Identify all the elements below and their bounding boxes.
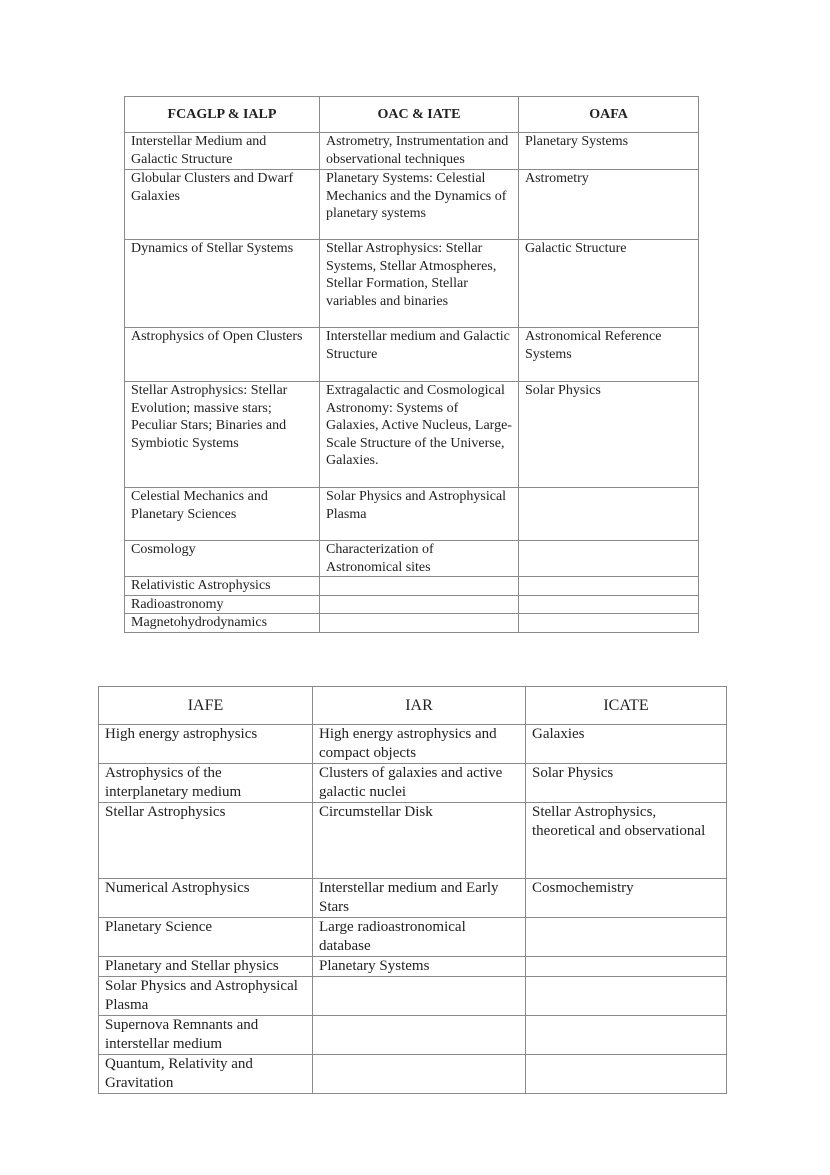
table-row — [125, 382, 699, 488]
table-cell: Stellar Astrophysics, theoretical and observational — [526, 803, 727, 879]
table-row — [125, 170, 699, 240]
table-cell: Stellar Astrophysics — [99, 803, 313, 879]
table-cell: Planetary Systems — [313, 957, 526, 977]
table-cell: Circumstellar Disk — [313, 803, 526, 879]
table-cell: Cosmology — [125, 541, 320, 577]
table-cell: Solar Physics and Astrophysical Plasma — [320, 488, 519, 541]
column-header: OAC & IATE — [320, 97, 519, 133]
table-cell: Relativistic Astrophysics — [125, 577, 320, 596]
research-areas-table-1 — [124, 96, 699, 633]
table-cell: High energy astrophysics and compact objects — [313, 725, 526, 764]
table-cell — [519, 488, 699, 541]
table-row — [125, 541, 699, 577]
table-cell: Extragalactic and Cosmological Astronomy: Systems of Galaxies, Active Nucleus, Large-Scale Structure of the Universe, Galaxies. — [320, 382, 519, 488]
research-areas-table-2 — [98, 686, 727, 1094]
table-cell: Quantum, Relativity and Gravitation — [99, 1055, 313, 1094]
table-cell: Planetary Science — [99, 918, 313, 957]
table-cell — [313, 1055, 526, 1094]
table-cell: Astronomical Reference Systems — [519, 328, 699, 382]
table-cell — [519, 577, 699, 596]
table-cell — [320, 577, 519, 596]
column-header: ICATE — [526, 687, 727, 725]
table-cell: Stellar Astrophysics: Stellar Systems, Stellar Atmospheres, Stellar Formation, Stellar variables and binaries — [320, 240, 519, 328]
table-cell: Astrophysics of Open Clusters — [125, 328, 320, 382]
table-cell — [320, 595, 519, 614]
table-cell: Planetary Systems: Celestial Mechanics and the Dynamics of planetary systems — [320, 170, 519, 240]
table-cell: Galactic Structure — [519, 240, 699, 328]
table-row — [125, 577, 699, 596]
table-cell: Solar Physics — [519, 382, 699, 488]
table-cell: Galaxies — [526, 725, 727, 764]
table-cell: Interstellar medium and Galactic Structure — [320, 328, 519, 382]
table-row — [99, 977, 727, 1016]
table-row — [99, 879, 727, 918]
table-cell: Stellar Astrophysics: Stellar Evolution; massive stars; Peculiar Stars; Binaries and Symbiotic Systems — [125, 382, 320, 488]
table-row — [125, 488, 699, 541]
table-row — [125, 614, 699, 633]
table-cell — [313, 1016, 526, 1055]
table-cell: Solar Physics and Astrophysical Plasma — [99, 977, 313, 1016]
table-cell — [320, 614, 519, 633]
table-row — [99, 1055, 727, 1094]
table-cell: High energy astrophysics — [99, 725, 313, 764]
table-cell: Supernova Remnants and interstellar medium — [99, 1016, 313, 1055]
table-cell — [519, 595, 699, 614]
table-row — [99, 1016, 727, 1055]
table-cell: Planetary and Stellar physics — [99, 957, 313, 977]
table-cell — [519, 614, 699, 633]
table-cell: Interstellar Medium and Galactic Structure — [125, 133, 320, 170]
table-row — [99, 803, 727, 879]
table-row — [125, 595, 699, 614]
table-cell — [526, 1016, 727, 1055]
column-header: FCAGLP & IALP — [125, 97, 320, 133]
table-row — [99, 918, 727, 957]
column-header: IAR — [313, 687, 526, 725]
table-cell — [526, 918, 727, 957]
table-cell: Interstellar medium and Early Stars — [313, 879, 526, 918]
table-cell: Astrometry — [519, 170, 699, 240]
table-cell: Radioastronomy — [125, 595, 320, 614]
table-cell: Large radioastronomical database — [313, 918, 526, 957]
table-cell: Solar Physics — [526, 764, 727, 803]
table-cell — [313, 977, 526, 1016]
table-row — [125, 133, 699, 170]
table-cell: Astrometry, Instrumentation and observational techniques — [320, 133, 519, 170]
table-cell — [526, 1055, 727, 1094]
table-cell — [526, 977, 727, 1016]
table-cell: Magnetohydrodynamics — [125, 614, 320, 633]
table-cell: Planetary Systems — [519, 133, 699, 170]
table-row — [99, 725, 727, 764]
table-row — [99, 957, 727, 977]
table-cell: Characterization of Astronomical sites — [320, 541, 519, 577]
table-cell: Numerical Astrophysics — [99, 879, 313, 918]
table-cell: Clusters of galaxies and active galactic nuclei — [313, 764, 526, 803]
table-cell — [519, 541, 699, 577]
table-row — [125, 240, 699, 328]
column-header: IAFE — [99, 687, 313, 725]
table-header-row — [99, 687, 727, 725]
column-header: OAFA — [519, 97, 699, 133]
table-header-row — [125, 97, 699, 133]
table-cell: Cosmochemistry — [526, 879, 727, 918]
table-row — [125, 328, 699, 382]
table-cell — [526, 957, 727, 977]
table-cell: Globular Clusters and Dwarf Galaxies — [125, 170, 320, 240]
table-cell: Astrophysics of the interplanetary medium — [99, 764, 313, 803]
table-cell: Dynamics of Stellar Systems — [125, 240, 320, 328]
table-row — [99, 764, 727, 803]
table-cell: Celestial Mechanics and Planetary Sciences — [125, 488, 320, 541]
